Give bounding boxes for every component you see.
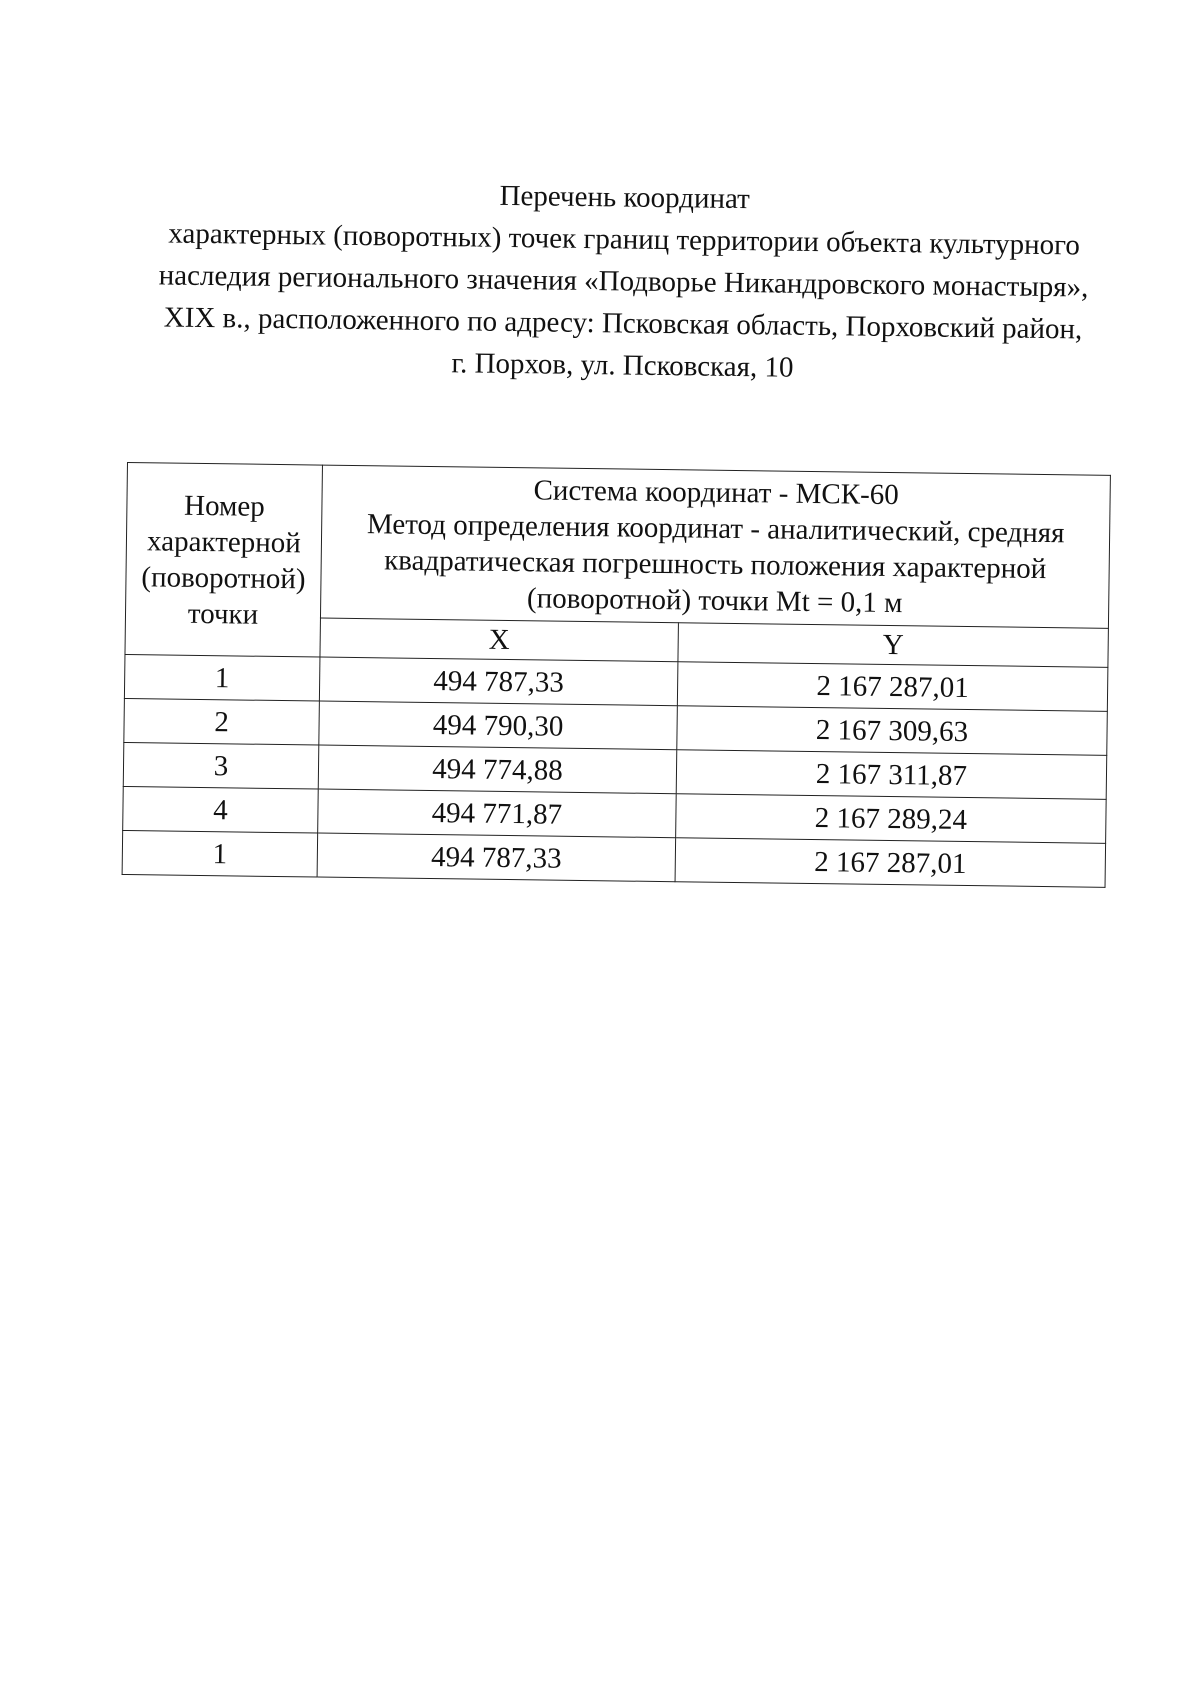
coordinates-table	[122, 462, 1111, 888]
coordinate-system-header	[320, 465, 1110, 628]
y-coordinate-cell: 2 167 311,87	[676, 750, 1107, 800]
x-coordinate-cell: 494 774,88	[318, 745, 677, 794]
x-coordinate-cell: 494 787,33	[317, 833, 676, 882]
point-number-header	[125, 463, 322, 658]
point-header-line: характерной	[146, 524, 301, 559]
y-coordinate-cell: 2 167 289,24	[676, 794, 1107, 844]
system-header-line: Система координат - МСК-60	[533, 474, 899, 512]
y-coordinate-cell: 2 167 287,01	[675, 838, 1106, 888]
x-coordinate-cell: 494 790,30	[319, 701, 678, 750]
system-header-line: квадратическая погрешность положения характерной	[383, 544, 1047, 586]
y-column-header: Y	[678, 623, 1108, 668]
coordinates-table-container	[122, 462, 1110, 888]
x-coordinate-cell: 494 787,33	[319, 657, 678, 706]
point-header-line: точки	[187, 597, 259, 631]
y-coordinate-cell: 2 167 287,01	[677, 662, 1108, 712]
system-header-line: (поворотной) точки Mt = 0,1 м	[526, 582, 903, 620]
table-header-row	[125, 463, 1110, 629]
title-line: XIX в., расположенного по адресу: Псковская область, Порховский район,	[163, 301, 1083, 346]
title-line: наследия регионального значения «Подворье Никандровского монастыря»,	[158, 259, 1089, 304]
title-line: г. Порхов, ул. Псковская, 10	[451, 347, 794, 384]
x-coordinate-cell: 494 771,87	[318, 789, 677, 838]
title-line: характерных (поворотных) точек границ территории объекта культурного	[168, 217, 1081, 262]
system-header-line: Метод определения координат - аналитический, средняя	[366, 508, 1065, 550]
point-number-cell: 2	[124, 698, 320, 745]
point-number-cell: 4	[123, 786, 319, 833]
point-header-line: Номер	[183, 489, 265, 523]
point-number-cell: 1	[122, 830, 318, 877]
point-number-cell: 3	[123, 742, 319, 789]
point-number-cell: 1	[124, 654, 320, 701]
point-header-line: (поворотной)	[141, 560, 306, 595]
x-column-header: X	[320, 618, 678, 662]
document-title	[127, 170, 1120, 393]
title-line: Перечень координат	[499, 179, 751, 216]
y-coordinate-cell: 2 167 309,63	[677, 706, 1108, 756]
